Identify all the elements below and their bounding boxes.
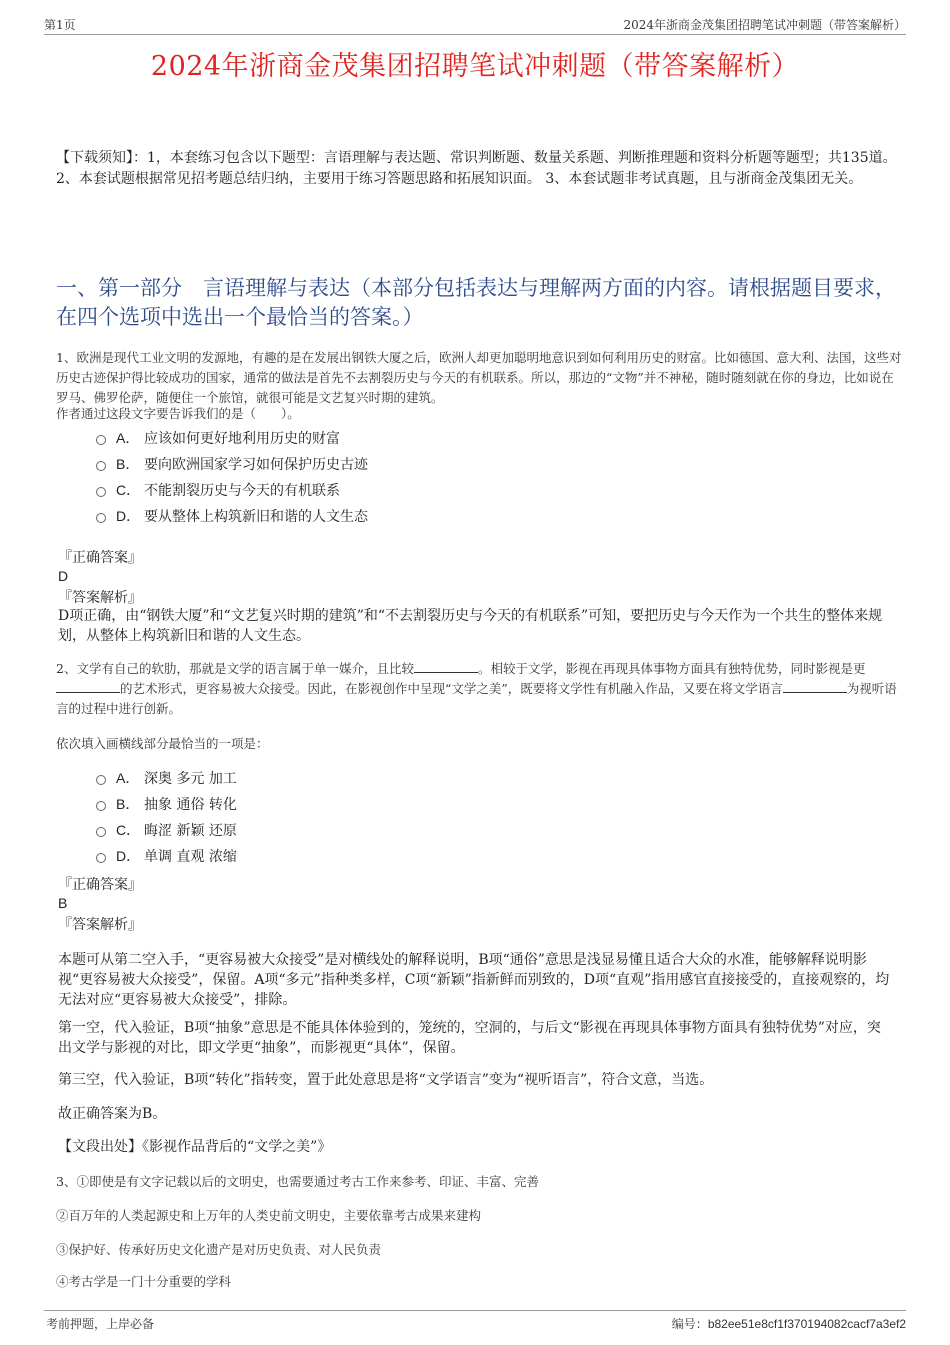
q2-analysis-p3: 第三空，代入验证，B项“转化”指转变，置于此处意思是将“文学语言”变为“视听语言”，符合文意，当选。 <box>58 1072 714 1088</box>
footer-slogan: 考前押题，上岸必备 <box>46 1317 155 1331</box>
page-number: 第1页 <box>44 18 76 32</box>
q2-answer: B <box>58 895 68 911</box>
footer-code: 编号：b82ee51e8cf1f370194082cacf7a3ef2 <box>671 1317 906 1331</box>
fill-blank <box>56 680 120 693</box>
q2-analysis-p1: 本题可从第二空入手，“更容易被大众接受”是对横线处的解释说明，B项“通俗”意思是浅显易懂且适合大众的水准，能够解释说明影视“更容易被大众接受”，保留。A项“多元”指种类多样，C项“新颖”指新鲜而别致的，D项“直观”指用感官直接接受的，直接观察的，均无法对应“更容易被大众接受”，排除。 <box>58 952 890 1008</box>
q1-answer-label: 『正确答案』 <box>58 550 142 566</box>
q2-question: 依次填入画横线部分最恰当的一项是： <box>56 736 269 751</box>
document-title: 2024年浙商金茂集团招聘笔试冲刺题（带答案解析） <box>150 51 800 82</box>
radio-icon[interactable] <box>96 435 106 445</box>
radio-icon[interactable] <box>96 801 106 811</box>
q2-option-d[interactable]: D． 单调 直观 浓缩 <box>96 846 237 866</box>
q1-analysis-label: 『答案解析』 <box>58 590 142 606</box>
q1-stem: 1、欧洲是现代工业文明的发源地，有趣的是在发展出钢铁大厦之后，欧洲人却更加聪明地意识到如何利用历史的财富。比如德国、意大利、法国，这些对历史古迹保护得比较成功的国家，通常的做法是首先不去割裂历史与今天的有机联系。所以，那边的“文物”并不神秘，随时随刻就在你的身边，比如说在罗马、佛罗伦萨，随便住一个旅馆，就很可能是文艺复兴时期的建筑。 <box>56 350 902 405</box>
fill-blank <box>414 660 478 673</box>
q2-stem: 2、文学有自己的软肋，那就是文学的语言属于单一媒介，且比较 。相较于文学，影视在再现具体事物方面具有独特优势，同时影视是更的艺术形式，更容易被大众接受。因此，在影视创作中呈现“文学之美”，既要将文学性有机融入作品，又要在将文学语言 为视听语言的过程中进行创新。 <box>56 661 897 716</box>
q1-option-b[interactable]: B． 要向欧洲国家学习如何保护历史古迹 <box>96 454 368 474</box>
q2-analysis-label: 『答案解析』 <box>58 917 142 933</box>
q3-stem: 3、①即使是有文字记载以后的文明史，也需要通过考古工作来参考、印证、丰富、完善 <box>56 1174 539 1189</box>
q2-option-c[interactable]: C． 晦涩 新颖 还原 <box>96 820 237 840</box>
header-doc-title: 2024年浙商金茂集团招聘笔试冲刺题（带答案解析） <box>623 18 906 32</box>
radio-icon[interactable] <box>96 827 106 837</box>
q1-answer: D <box>58 568 69 584</box>
radio-icon[interactable] <box>96 513 106 523</box>
q1-option-a[interactable]: A． 应该如何更好地利用历史的财富 <box>96 428 340 448</box>
q2-option-b[interactable]: B． 抽象 通俗 转化 <box>96 794 237 814</box>
radio-icon[interactable] <box>96 853 106 863</box>
page-footer <box>44 1310 906 1329</box>
q1-analysis: D项正确，由“钢铁大厦”和“文艺复兴时期的建筑”和“不去割裂历史与今天的有机联系”可知，要把历史与今天作为一个共生的整体来规划，从整体上构筑新旧和谐的人文生态。 <box>58 608 883 644</box>
q3-item-4: ④考古学是一门十分重要的学科 <box>56 1274 232 1289</box>
q3-item-3: ③保护好、传承好历史文化遗产是对历史负责、对人民负责 <box>56 1242 382 1257</box>
q1-option-c[interactable]: C． 不能割裂历史与今天的有机联系 <box>96 480 340 500</box>
q2-analysis-p4: 故正确答案为B。 <box>58 1106 167 1122</box>
fill-blank <box>783 680 847 693</box>
q2-analysis-p2: 第一空，代入验证，B项“抽象”意思是不能具体体验到的，笼统的，空洞的，与后文“影视在再现具体事物方面具有独特优势”对应，突出文学与影视的对比，即文学更“抽象”，而影视更“具体”，保留。 <box>58 1020 881 1056</box>
q1-question: 作者通过这段文字要告诉我们的是（ ）。 <box>56 406 300 421</box>
q2-option-a[interactable]: A． 深奥 多元 加工 <box>96 768 237 788</box>
q2-answer-label: 『正确答案』 <box>58 877 142 893</box>
page-header <box>44 16 906 35</box>
q1-option-d[interactable]: D． 要从整体上构筑新旧和谐的人文生态 <box>96 506 368 526</box>
radio-icon[interactable] <box>96 487 106 497</box>
download-notice: 【下载须知】：1，本套练习包含以下题型：言语理解与表达题、常识判断题、数量关系题、判断推理题和资料分析题等题型；共135道。 2、本套试题根据常见招考题总结归纳，主要用于练习答题思路和拓展知识面。 3、本套试题非考试真题，且与浙商金茂集团无关。 <box>56 150 897 187</box>
radio-icon[interactable] <box>96 461 106 471</box>
radio-icon[interactable] <box>96 775 106 785</box>
section-heading: 一、第一部分 言语理解与表达（本部分包括表达与理解两方面的内容。请根据题目要求，在四个选项中选出一个最恰当的答案。） <box>56 276 896 329</box>
q2-source: 【文段出处】《影视作品背后的“文学之美”》 <box>58 1139 332 1155</box>
q3-item-2: ②百万年的人类起源史和上万年的人类史前文明史，主要依靠考古成果来建构 <box>56 1208 482 1223</box>
